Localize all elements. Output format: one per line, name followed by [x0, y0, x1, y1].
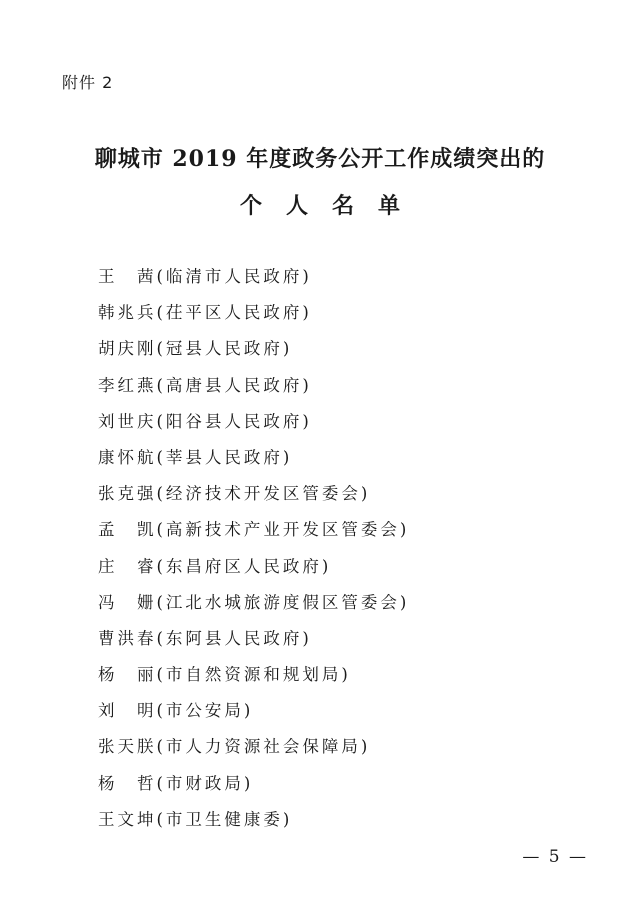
- list-item: 庄 睿(东昌府区人民政府): [98, 556, 332, 576]
- list-item: 张天朕(市人力资源社会保障局): [98, 737, 371, 757]
- document-title-line-2: 个人名单: [239, 193, 424, 219]
- list-item: 康怀航(莘县人民政府): [98, 447, 293, 467]
- list-item: 杨 丽(市自然资源和规划局): [98, 665, 351, 685]
- list-item: 刘 明(市公安局): [98, 701, 254, 721]
- people-list: [98, 266, 409, 845]
- list-item: 胡庆刚(冠县人民政府): [98, 339, 293, 359]
- list-item: 杨 哲(市财政局): [98, 773, 254, 793]
- list-item: 张克强(经济技术开发区管委会): [98, 484, 371, 504]
- list-item: 刘世庆(阳谷县人民政府): [98, 411, 312, 431]
- list-item: 韩兆兵(茌平区人民政府): [98, 303, 312, 323]
- document-title-line-1: 聊城市 2019 年度政务公开工作成绩突出的: [94, 146, 546, 172]
- list-item: 孟 凯(高新技术产业开发区管委会): [98, 520, 410, 540]
- page-number: — 5 —: [522, 847, 588, 867]
- list-item: 李红燕(高唐县人民政府): [98, 375, 312, 395]
- list-item: 曹洪春(东阿县人民政府): [98, 628, 312, 648]
- list-item: 王文坤(市卫生健康委): [98, 809, 293, 829]
- list-item: 王 茜(临清市人民政府): [98, 267, 312, 286]
- list-item: 冯 姗(江北水城旅游度假区管委会): [98, 592, 410, 612]
- attachment-label: 附件 2: [62, 73, 114, 92]
